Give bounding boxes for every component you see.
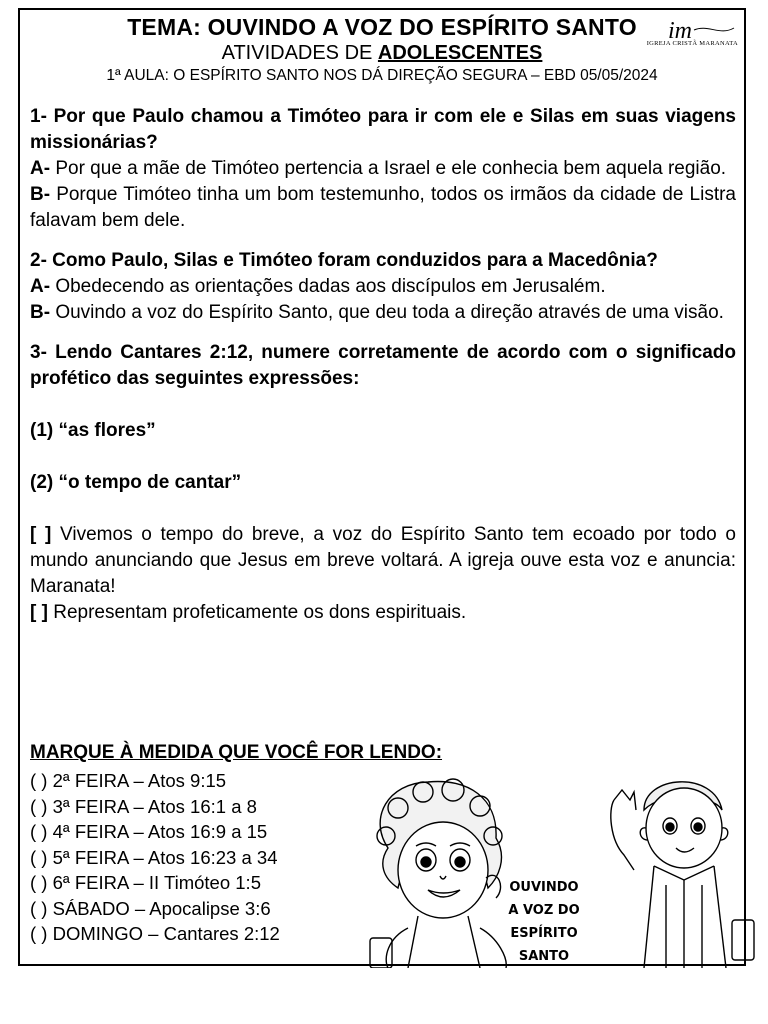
page-subtitle: ATIVIDADES DE ADOLESCENTES	[221, 42, 543, 64]
reading-item[interactable]: ( ) DOMINGO – Cantares 2:12	[30, 923, 280, 944]
reading-item[interactable]: ( ) 5ª FEIRA – Atos 16:23 a 34	[30, 846, 278, 868]
speech-bubble: OUVINDO A VOZ DO ESPÍRITO SANTO	[508, 880, 580, 964]
answer-2b: B- Ouvindo a voz do Espírito Santo, que deu toda a direção através de uma visão.	[30, 302, 724, 323]
worksheet	[18, 8, 746, 966]
answer-1b: B- Porque Timóteo tinha um bom testemunho, todos os irmãos da cidade de Listra falavam bem dele.	[30, 184, 736, 231]
reading-item[interactable]: ( ) 3ª FEIRA – Atos 16:1 a 8	[30, 795, 257, 817]
question-2: 2- Como Paulo, Silas e Timóteo foram conduzidos para a Macedônia?	[30, 250, 658, 271]
question-1: 1- Por que Paulo chamou a Timóteo para ir com ele e Silas em suas viagens missionárias?	[30, 106, 736, 153]
logo-mark: im	[668, 18, 692, 44]
question-3: 3- Lendo Cantares 2:12, numere corretamente de acordo com o significado profético das seguintes expressões:	[30, 342, 736, 389]
statement-1[interactable]: [ ] Vivemos o tempo do breve, a voz do Espírito Santo tem ecoado por todo o mundo anunciando que Jesus em breve voltará. A igreja ouve esta voz e anuncia: Maranata!	[30, 524, 736, 597]
page-title: TEMA: OUVINDO A VOZ DO ESPÍRITO SANTO	[127, 14, 637, 40]
reading-list	[30, 768, 280, 947]
reading-item[interactable]: ( ) 4ª FEIRA – Atos 16:9 a 15	[30, 821, 268, 842]
lesson-line: 1ª AULA: O ESPÍRITO SANTO NOS DÁ DIREÇÃO SEGURA – EBD 05/05/2024	[106, 67, 658, 84]
reading-item[interactable]: ( ) SÁBADO – Apocalipse 3:6	[30, 897, 271, 919]
reading-heading: MARQUE À MEDIDA QUE VOCÊ FOR LENDO:	[30, 742, 443, 763]
reading-item[interactable]: ( ) 2ª FEIRA – Atos 9:15	[30, 770, 227, 791]
logo-text: IGREJA CRISTÃ MARANATA	[646, 40, 738, 47]
option-2: (2) “o tempo de cantar”	[30, 472, 242, 493]
questions	[30, 104, 736, 626]
option-1: (1) “as flores”	[30, 420, 156, 441]
boy-illustration	[604, 770, 760, 968]
reading-item[interactable]: ( ) 6ª FEIRA – II Timóteo 1:5	[30, 872, 261, 893]
statement-2[interactable]: [ ] Representam profeticamente os dons espirituais.	[30, 602, 467, 623]
answer-1a: A- Por que a mãe de Timóteo pertencia a Israel e ele conhecia bem aquela região.	[30, 158, 727, 179]
answer-2a: A- Obedecendo as orientações dadas aos discípulos em Jerusalém.	[30, 276, 606, 297]
